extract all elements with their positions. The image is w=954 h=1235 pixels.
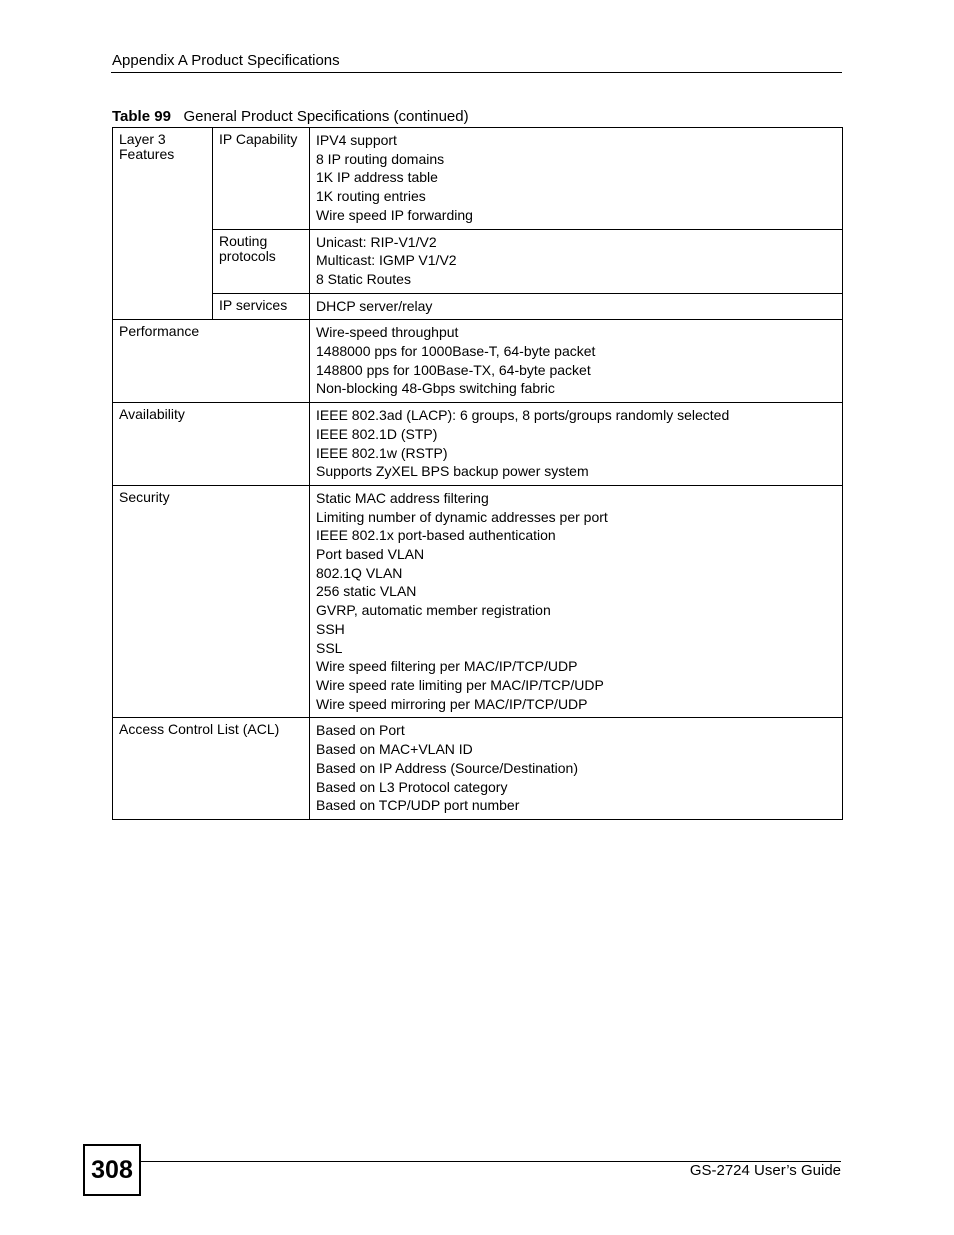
spec-value-line: IEEE 802.1D (STP): [316, 425, 438, 442]
spec-value-line: Supports ZyXEL BPS backup power system: [316, 463, 589, 480]
spec-value-line: DHCP server/relay: [316, 297, 433, 314]
running-header: Appendix A Product Specifications: [112, 52, 340, 69]
feature-cell: [213, 229, 310, 293]
table-row: [113, 320, 843, 403]
category-cell: [113, 403, 310, 486]
category-cell: [113, 718, 310, 820]
spec-value-line: Wire-speed throughput: [316, 324, 459, 341]
spec-value-line: Unicast: RIP-V1/V2: [316, 233, 437, 250]
spec-value-line: IPV4 support: [316, 132, 397, 148]
spec-value-line: Wire speed mirroring per MAC/IP/TCP/UDP: [316, 695, 588, 712]
specifications-table: [112, 127, 843, 820]
spec-value-line: SSL: [316, 639, 343, 656]
spec-value-line: Wire speed rate limiting per MAC/IP/TCP/UDP: [316, 676, 604, 693]
page-number: 308: [83, 1144, 141, 1196]
feature-label: IP Capability: [219, 131, 298, 147]
value-cell: [310, 320, 843, 403]
spec-value-line: 148800 pps for 100Base-TX, 64-byte packet: [316, 361, 591, 378]
value-cell: [310, 403, 843, 486]
value-cell: [310, 718, 843, 820]
spec-value-line: Based on IP Address (Source/Destination): [316, 759, 579, 776]
spec-value-line: GVRP, automatic member registration: [316, 602, 551, 619]
table-row: [113, 229, 843, 293]
table-caption-label: Table 99: [112, 108, 171, 125]
header-divider: [111, 72, 842, 73]
spec-value-line: 1K routing entries: [316, 188, 426, 205]
feature-label: Routing protocols: [219, 232, 276, 264]
spec-value-line: IEEE 802.1w (RSTP): [316, 444, 448, 461]
spec-value-line: Based on L3 Protocol category: [316, 778, 508, 795]
table-caption: [112, 108, 469, 125]
spec-value-line: 1488000 pps for 1000Base-T, 64-byte packet: [316, 343, 596, 360]
spec-value-line: Wire speed IP forwarding: [316, 206, 473, 223]
table-caption-title: General Product Specifications (continued): [183, 108, 469, 125]
spec-value-line: Non-blocking 48-Gbps switching fabric: [316, 380, 555, 397]
spec-value-line: Port based VLAN: [316, 546, 425, 563]
spec-value-line: Based on TCP/UDP port number: [316, 797, 520, 814]
value-cell: [310, 485, 843, 717]
table-row: [113, 485, 843, 717]
spec-value-line: IEEE 802.3ad (LACP): 6 groups, 8 ports/groups randomly selected: [316, 407, 730, 424]
spec-value-line: Multicast: IGMP V1/V2: [316, 252, 457, 269]
value-cell: [310, 293, 843, 320]
table-row: [113, 718, 843, 820]
category-cell: [113, 128, 213, 320]
value-cell: [310, 128, 843, 230]
spec-value-line: SSH: [316, 620, 345, 637]
spec-value-line: Wire speed filtering per MAC/IP/TCP/UDP: [316, 658, 578, 675]
spec-value-line: 1K IP address table: [316, 169, 438, 186]
spec-value-line: 8 Static Routes: [316, 270, 411, 287]
spec-value-line: IEEE 802.1x port-based authentication: [316, 527, 556, 544]
feature-cell: [213, 128, 310, 230]
category-label: Layer 3 Features: [119, 131, 175, 162]
spec-value-line: 256 static VLAN: [316, 583, 417, 600]
category-label: Access Control List (ACL): [119, 721, 280, 738]
table-row: [113, 128, 843, 230]
spec-value-line: Based on MAC+VLAN ID: [316, 741, 473, 758]
category-label: Security: [119, 488, 170, 505]
feature-label: IP services: [219, 296, 288, 313]
spec-value-line: 8 IP routing domains: [316, 150, 445, 167]
spec-value-line: Based on Port: [316, 722, 405, 739]
spec-value-line: 802.1Q VLAN: [316, 564, 403, 581]
spec-value-line: Static MAC address filtering: [316, 489, 489, 506]
category-label: Availability: [119, 406, 185, 423]
table-row: [113, 403, 843, 486]
category-cell: [113, 485, 310, 717]
table-row: [113, 293, 843, 320]
category-cell: [113, 320, 310, 403]
spec-value-line: Limiting number of dynamic addresses per port: [316, 508, 608, 525]
category-label: Performance: [119, 323, 200, 340]
guide-title: GS-2724 User’s Guide: [689, 1162, 841, 1179]
feature-cell: [213, 293, 310, 320]
value-cell: [310, 229, 843, 293]
